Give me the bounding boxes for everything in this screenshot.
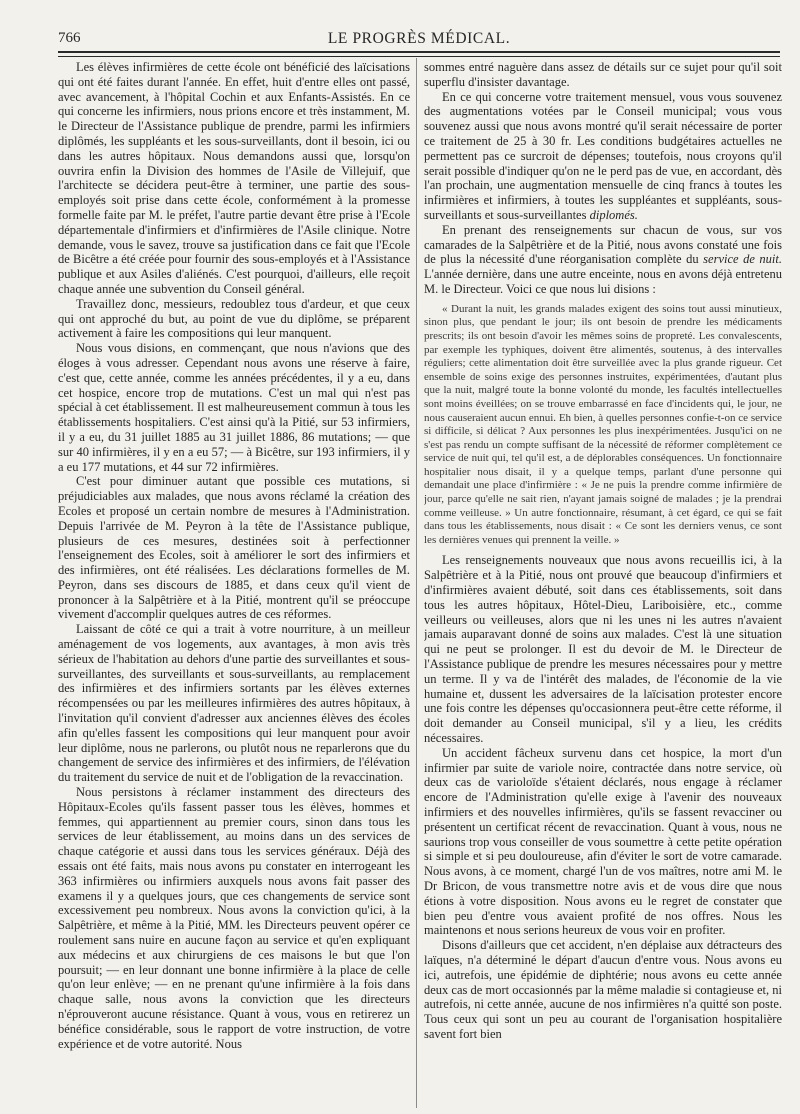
- paragraph: Nous persistons à réclamer instamment des directeurs des Hôpitaux-Ecoles qu'ils fassent passer tous les élèves, hommes et femmes, qui appartiennent au premier cours, sinon dans tous les services de leur établissement, au moins dans un des services de chaque catégorie et aussi dans tous les services généraux. Déjà des essais ont été faits, mais nous avons pu constater en interrogeant les 363 infirmières ou infirmiers auxquels nous avons fait passer des examens il y a quelques jours, que ces changements de service sont excessivement peu nombreux. Nous avons la conviction qu'ici, à la Salpêtrière, et même à la Pitié, MM. les Directeurs peuvent opérer ce roulement sans nuire en aucune façon au service et qu'en expliquant aux médecins et aux chirurgiens de ces maisons le but que l'on poursuit; — en leur donnant une bonne infirmière à la place de celle qu'on leur enlève; — en ne prenant qu'une infirmière à la fois dans chaque salle, nous avons la conviction que les directeurs n'éprouveront aucune résistance. Quant à vous, vous en retirerez un bénéfice considérable, sous le rapport de votre instruction, de votre expérience et de votre autorité. Nous: [58, 785, 410, 1051]
- paragraph: Travaillez donc, messieurs, redoublez tous d'ardeur, et que ceux qui ont approché du but, au point de vue du diplôme, se préparent activement à faire les compositions qui leur manquent.: [58, 296, 410, 341]
- paragraph: Disons d'ailleurs que cet accident, n'en déplaise aux détracteurs des laïques, n'a déterminé le départ d'aucun d'entre vous. Nous avons eu ici, autrefois, une épidémie de diphtérie; nous avons eu cette année deux cas de mort occasionnés par la même maladie si contagieuse et, ni autrefois, ni cette année, aucune de nos infirmières n'a quitté son poste. Tous ceux qui sont un peu au courant de l'organisation hospitalière savent fort bien: [424, 938, 782, 1041]
- page-number: 766: [58, 30, 81, 46]
- paragraph-text: En prenant des renseignements sur chacun de vous, sur vos camarades de la Salpêtrière et de la Pitié, nous avons constaté une fois de plus la nécessité d'une réorganisation complète du: [424, 222, 782, 267]
- paragraph: [424, 90, 782, 223]
- column-divider: [416, 58, 417, 1108]
- emphasis-text: service de nuit.: [703, 252, 782, 267]
- paragraph: Les élèves infirmières de cette école ont bénéficié des laïcisations qui ont été faites durant l'année. En effet, huit d'entre elles ont passé, avec avancement, à l'hôpital Cochin et aux Enfants-Assistés. En ce qui concerne les infirmiers, nous prions encore et très instamment, M. le Directeur de l'Assistance publique de prendre, parmi les infirmiers diplômés, les suppléants et les sous-surveillants, dont il besoin, ici ou dans les autres hôpitaux. Nous demandons aussi que, lorsqu'on ouvrira enfin la Division des hommes de l'Asile de Villejuif, que l'architecte se décidera peut-être à terminer, une partie des sous-employés soit prise dans cette école, conformément à la promesse formelle faite par M. le préfet, l'autre partie devant être prise à l'Ecole départementale d'infirmiers et d'infirmières de l'Asile clinique. Notre demande, vous le savez, trouve sa justification dans ce fait que l'Ecole de Bicêtre a été créée pour fournir des sous-employés et à l'Assistance publique et aux Asiles d'aliénés. C'est pourquoi, d'ailleurs, elle reçoit chaque année une subvention du Conseil général.: [58, 60, 410, 296]
- emphasis-text: diplomés.: [589, 207, 638, 222]
- paragraph: Les renseignements nouveaux que nous avons recueillis ici, à la Salpêtrière et à la Pitié, nous ont prouvé que beaucoup d'infirmiers et d'infirmières avaient débuté, soit dans ces établissements, soit dans tous les autres hôpitaux, Hôtel-Dieu, Lariboisière, etc., comme veilleurs ou veilleuses, alors que ni les unes ni les autres n'avaient jamais auparavant donné de soins aux malades. C'est là une situation qui ne peut se prolonger. Il est du devoir de M. le Directeur de l'Assistance publique de prendre les mesures nécessaires pour y mettre un terme. Il y va de l'intérêt des malades, de l'économie de la vie humaine et, dussent les adversaires de la laïcisation protester encore une fois contre les dépenses qu'occasionnera peut-être cette réforme, il doit demander au Conseil municipal, s'il y a lieu, les crédits nécessaires.: [424, 553, 782, 745]
- paragraph: C'est pour diminuer autant que possible ces mutations, si préjudiciables aux malades, que nous avons réclamé la création des Ecoles et proposé un certain nombre de mesures à l'Administration. Depuis l'arrivée de M. Peyron à la tête de l'Assistance publique, plusieurs de ces mesures, destinées soit à perfectionner l'enseignement des Ecoles, soit à améliorer le sort des infirmiers et des infirmières, ont été réalisées. Les déclarations formelles de M. Peyron, dans ses discours de 1885, et dans ceux qu'il vient de prononcer à la Salpêtrière et à la Pitié, montrent qu'il se préoccupe vivement d'accomplir quelques autres de ces réformes.: [58, 474, 410, 622]
- right-column: [424, 60, 782, 1108]
- block-quote: « Durant la nuit, les grands malades exigent des soins tout aussi minutieux, sinon plus, que pendant le jour; ils ont besoin de prendre les médicaments prescrits; ils ont besoin d'avoir les mêmes soins de propreté. Les convalescents, par exemple les typhiques, doivent être alimentés, soutenus, à des intervalles réguliers; cette alimentation doit être surveillée avec la plus grande rigueur. Cet ensemble de soins exige des personnes instruites, expérimentées, d'autant plus que la nuit, malgré toute la bonne volonté du monde, les facultés intellectuelles sont moins éveillées; on se trouve embarrassé en face d'incidents qui, le jour, ne nous causeraient aucun ennui. Eh bien, à quelles personnes confie-t-on ce service si difficile, si délicat ? Aux personnes les plus inexpérimentées. Jusqu'ici on ne s'est pas rendu un compte suffisant de la nécessité de réformer complètement ce service de nuit qui, tel qu'il est, a de déplorables conséquences. Un fonctionnaire hospitalier nous disait, il y a quelque temps, parlant d'une personne qui demandait une place d'infirmière : « Je ne puis la prendre comme infirmière de jour, parce qu'elle ne sait rien, n'ayant jamais soigné de malades ; je la prendrai comme veilleuse. » Un autre fonctionnaire, résumant, à cet égard, ce qui se fait dans tous les établissements, nous disait : « Ce sont les derniers venus, ce sont les dernières venues qui prennent la veille. »: [424, 302, 782, 546]
- paragraph: sommes entré naguère dans assez de détails sur ce sujet pour qu'il soit superflu d'insister davantage.: [424, 60, 782, 89]
- paragraph: [424, 223, 782, 297]
- paragraph: Laissant de côté ce qui a trait à votre nourriture, à un meilleur aménagement de vos logements, aux avantages, à mon avis très sérieux de l'habitation au dehors d'une partie des surveillantes et sous-surveillantes, des surveillants et sous-surveillants, au remplacement des infirmières et des infirmiers sortants par les élèves externes récompensées ou par les meilleures infirmières des autres hôpitaux, à l'invitation qu'il convient d'adresser aux anciennes élèves des écoles afin qu'elles fassent les compositions qui leur manquent pour avoir leur diplôme, nous ne parlerons, ou plutôt nous ne reparlerons que du changement de service des infirmières et des infirmiers, de l'élévation du traitement du service de nuit et de l'obligation de la revaccination.: [58, 622, 410, 785]
- paragraph: Nous vous disions, en commençant, que nous n'avions que des éloges à vous adresser. Cependant nous avons une réserve à faire, c'est que, cette année, comme les années précédentes, il y a eu, dans cet hospice, encore trop de mutations. C'est un mal qui n'est pas spécial à cet établissement. Il est malheureusement commun à tous les établissements hospitaliers. C'est ainsi qu'à la Pitié, sur 53 infirmiers, il y a eu, du 31 juillet 1885 au 31 juillet 1886, 86 mutations; — que sur 40 infirmières, il y en a eu 57; — à Bicêtre, sur 193 infirmiers, il y a eu 177 mutations, et 44 sur 72 infirmières.: [58, 341, 410, 474]
- page-header: [58, 28, 780, 50]
- paragraph-text: En ce qui concerne votre traitement mensuel, vous vous souvenez des augmentations votées par le Conseil municipal; vous vous souvenez aussi que nous avons montré qu'il serait nécessaire de porter ce traitement de 25 à 30 fr. Les conditions budgétaires actuelles ne permettent pas ce surcroit de dépenses; toutefois, nous croyons qu'il serait possible d'indiquer qu'on ne le perd pas de vue, en accordant, dès l'an prochain, une augmentation mensuelle de cinq francs à toutes les infirmières et infirmiers, à toutes les suppléantes et suppléants, sous-surveillants et sous-surveillantes: [424, 89, 782, 222]
- running-title: LE PROGRÈS MÉDICAL.: [327, 30, 511, 47]
- paragraph-text: L'année dernière, dans une autre enceinte, nous en avons déjà entretenu M. le Directeur. Voici ce que nous lui disions :: [424, 267, 782, 296]
- left-column: [58, 60, 410, 1108]
- header-rule: [58, 51, 780, 57]
- paragraph: Un accident fâcheux survenu dans cet hospice, la mort d'un infirmier par suite de variole noire, contractée dans notre service, où deux cas de varioloïde s'étaient déclarés, nous engage à réclamer encore de l'Administration qu'elle exige à l'avenir des nouveaux infirmiers et des nouvelles infirmières, qu'ils se fassent revacciner ou présentent un certificat récent de revaccination. Quant à vous, nous ne saurions trop vous conseiller de vous soumettre à cette petite opération si simple et si peu douloureuse, afin d'éviter le sort de votre camarade. Nous avons, à ce moment, chargé l'un de vos maîtres, notre ami M. le Dr Bricon, de vous transmettre notre avis et de vous dire que nous étions à votre disposition. Nous avons eu le regret de constater que bien peu d'entre vous avaient profité de nos offres. Nous les maintenons et nous serions heureux de vous voir en profiter.: [424, 745, 782, 938]
